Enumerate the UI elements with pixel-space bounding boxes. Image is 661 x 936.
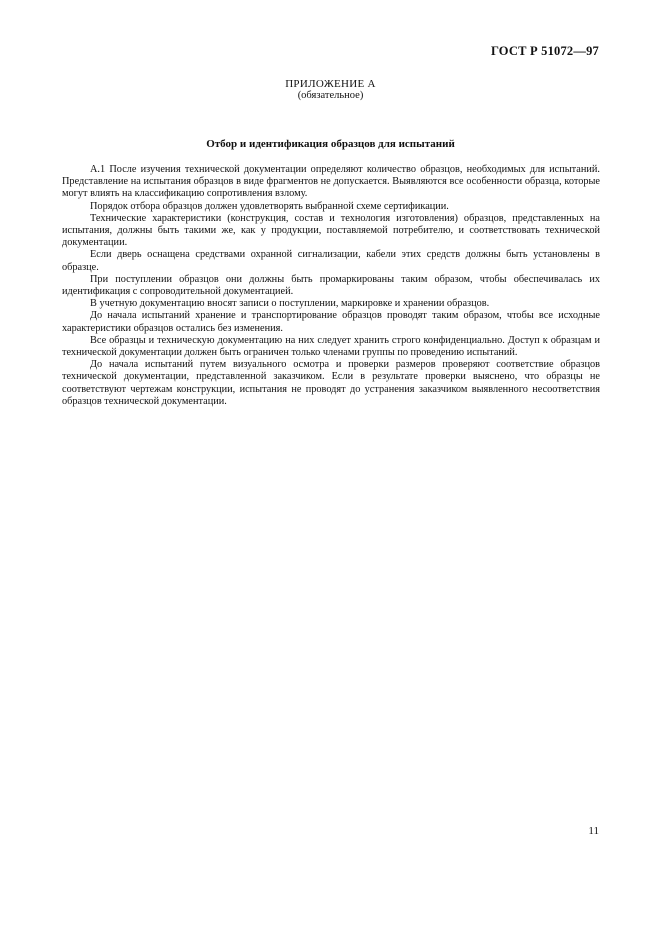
section-title: Отбор и идентификация образцов для испытаний xyxy=(206,138,455,150)
page-number: 11 xyxy=(588,825,599,837)
paragraph: В учетную документацию вносят записи о поступлении, маркировке и хранении образцов. xyxy=(90,298,490,310)
paragraph: А.1 После изучения технической документации определяют количество образцов, необходимых для испытаний. Представление на испытания образцов в виде фрагментов не допускается. Выявляются все особенности образца, которые могут влиять на классификацию сопротивления взлому. xyxy=(62,164,600,200)
paragraph: До начала испытаний путем визуального осмотра и проверки размеров проверяют соответствие образцов технической документации, представленной заказчиком. Если в результате проверки выяснено, что образцы не соответствуют чертежам конструкции, испытания не проводят до устранения заказчиком выявленного несоответствия образцов технической документации. xyxy=(62,359,600,407)
paragraph: Порядок отбора образцов должен удовлетворять выбранной схеме сертификации. xyxy=(90,200,449,212)
paragraph: До начала испытаний хранение и транспортирование образцов проводят таким образом, чтобы все исходные характеристики образцов остались без изменения. xyxy=(62,310,600,334)
appendix-title: ПРИЛОЖЕНИЕ А xyxy=(285,78,376,90)
appendix-heading xyxy=(0,78,661,101)
paragraph: Все образцы и техническую документацию на них следует хранить строго конфиденциально. Доступ к образцам и технической документации должен быть ограничен только членами группы по проведению испытаний. xyxy=(62,334,600,359)
paragraph: Если дверь оснащена средствами охранной сигнализации, кабели этих средств должны быть установлены в образце. xyxy=(62,249,600,273)
paragraph: Технические характеристики (конструкция, состав и технология изготовления) образцов, представленных на испытания, должны быть такими же, как у продукции, поставляемой потребителю, и соответствовать технической документации. xyxy=(62,212,600,249)
standard-code: ГОСТ Р 51072—97 xyxy=(490,44,599,58)
body-text xyxy=(62,164,600,408)
paragraph: При поступлении образцов они должны быть промаркированы таким образом, чтобы обеспечивалась их идентификация с сопроводительной документацией. xyxy=(62,273,600,298)
appendix-status: (обязательное) xyxy=(297,90,364,101)
